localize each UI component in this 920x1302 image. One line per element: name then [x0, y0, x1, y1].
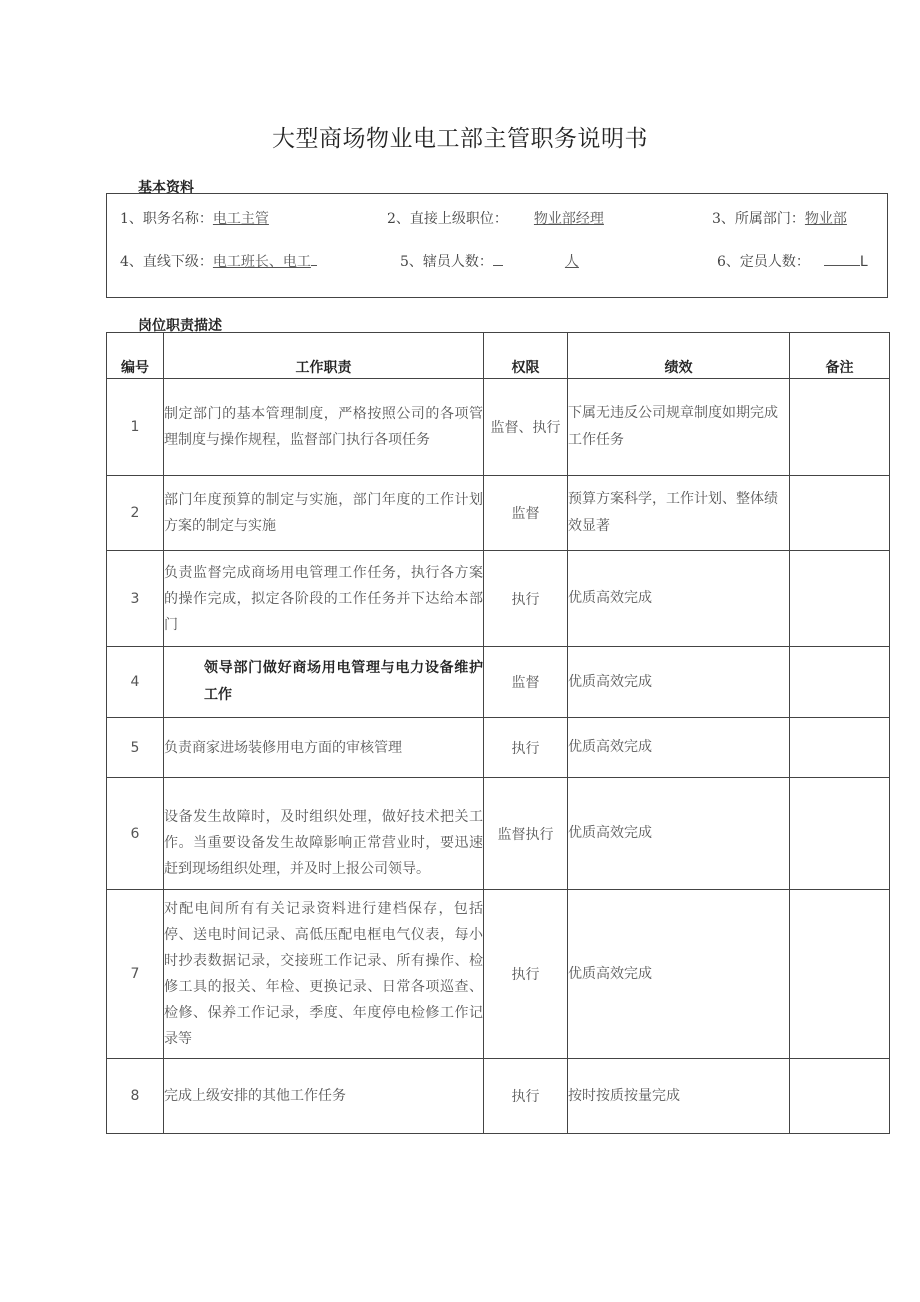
row-duty: 部门年度预算的制定与实施，部门年度的工作计划方案的制定与实施: [164, 476, 484, 551]
row-performance: 优质高效完成: [568, 718, 790, 778]
headcount-field: [717, 251, 868, 271]
header-no: 编号: [107, 333, 164, 379]
row-remark: [790, 778, 890, 890]
header-authority: 权限: [484, 333, 568, 379]
superior-field: [387, 208, 604, 228]
row-remark: [790, 551, 890, 647]
row-duty: 对配电间所有有关记录资料进行建档保存，包括停、送电时间记录、高低压配电框电气仪表，每小时抄表数据记录，交接班工作记录、所有操作、检修工具的报关、年检、更换记录、日常各项巡查、检修、保养工作记录，季度、年度停电检修工作记录等: [164, 890, 484, 1059]
row-duty: 负责监督完成商场用电管理工作任务，执行各方案的操作完成，拟定各阶段的工作任务并下达给本部门: [164, 551, 484, 647]
staff-count-field: [400, 251, 579, 271]
row-remark: [790, 647, 890, 718]
staff-count-label: 5、辖员人数：: [400, 254, 493, 270]
row-performance: 优质高效完成: [568, 778, 790, 890]
row-no: 7: [107, 890, 164, 1059]
table-row: [107, 718, 890, 778]
row-remark: [790, 890, 890, 1059]
table-row: [107, 778, 890, 890]
row-authority: 监督: [484, 476, 568, 551]
basic-info-box: [106, 193, 888, 298]
row-remark: [790, 1059, 890, 1134]
basic-info-heading: 基本资料: [138, 180, 194, 196]
header-remark: 备注: [790, 333, 890, 379]
row-remark: [790, 476, 890, 551]
department-field: [712, 208, 847, 228]
job-title-label: 1、职务名称：: [120, 211, 213, 227]
table-row: [107, 647, 890, 718]
row-authority: 执行: [484, 551, 568, 647]
department-label: 3、所属部门：: [712, 211, 805, 227]
row-duty: 负责商家进场装修用电方面的审核管理: [164, 718, 484, 778]
row-remark: [790, 718, 890, 778]
row-duty: 完成上级安排的其他工作任务: [164, 1059, 484, 1134]
duties-table: [106, 332, 890, 1134]
row-no: 8: [107, 1059, 164, 1134]
table-row: [107, 1059, 890, 1134]
staff-count-blank: [493, 251, 503, 266]
header-duty: 工作职责: [164, 333, 484, 379]
header-performance: 绩效: [568, 333, 790, 379]
row-performance: 优质高效完成: [568, 551, 790, 647]
document-title: 大型商场物业电工部主管职务说明书: [272, 126, 648, 152]
table-header-row: [107, 333, 890, 379]
subordinates-field: [120, 251, 317, 271]
row-authority: 执行: [484, 890, 568, 1059]
row-no: 6: [107, 778, 164, 890]
department-value: 物业部: [804, 211, 847, 227]
table-row: [107, 551, 890, 647]
headcount-blank: [824, 251, 860, 266]
row-no: 4: [107, 647, 164, 718]
job-title-field: [120, 208, 269, 228]
superior-value: 物业部经理: [533, 211, 604, 227]
staff-count-unit: 人: [564, 254, 579, 270]
row-authority: 监督执行: [484, 778, 568, 890]
row-duty: 领导部门做好商场用电管理与电力设备维护工作: [164, 647, 484, 718]
job-title-value: 电工主管: [212, 211, 269, 227]
row-authority: 执行: [484, 718, 568, 778]
row-no: 2: [107, 476, 164, 551]
duties-heading: 岗位职责描述: [138, 318, 222, 334]
row-performance: 按时按质按量完成: [568, 1059, 790, 1134]
row-performance: 下属无违反公司规章制度如期完成工作任务: [568, 379, 790, 476]
table-row: [107, 890, 890, 1059]
row-authority: 监督、执行: [484, 379, 568, 476]
subordinates-label: 4、直线下级：: [120, 254, 213, 270]
superior-label: 2、直接上级职位：: [387, 211, 508, 227]
row-remark: [790, 379, 890, 476]
row-no: 5: [107, 718, 164, 778]
headcount-label: 6、定员人数：: [717, 254, 810, 270]
row-authority: 执行: [484, 1059, 568, 1134]
row-performance: 优质高效完成: [568, 890, 790, 1059]
headcount-unit: L: [859, 254, 868, 270]
row-authority: 监督: [484, 647, 568, 718]
row-no: 1: [107, 379, 164, 476]
subordinates-value: 电工班长、电工: [212, 254, 311, 270]
row-duty: 设备发生故障时，及时组织处理，做好技术把关工作。当重要设备发生故障影响正常营业时，要迅速赶到现场组织处理，并及时上报公司领导。: [164, 778, 484, 890]
row-performance: 预算方案科学，工作计划、整体绩效显著: [568, 476, 790, 551]
table-row: [107, 476, 890, 551]
table-row: [107, 379, 890, 476]
row-no: 3: [107, 551, 164, 647]
subordinates-blank: [311, 251, 317, 266]
row-duty: 制定部门的基本管理制度，严格按照公司的各项管理制度与操作规程，监督部门执行各项任务: [164, 379, 484, 476]
row-performance: 优质高效完成: [568, 647, 790, 718]
